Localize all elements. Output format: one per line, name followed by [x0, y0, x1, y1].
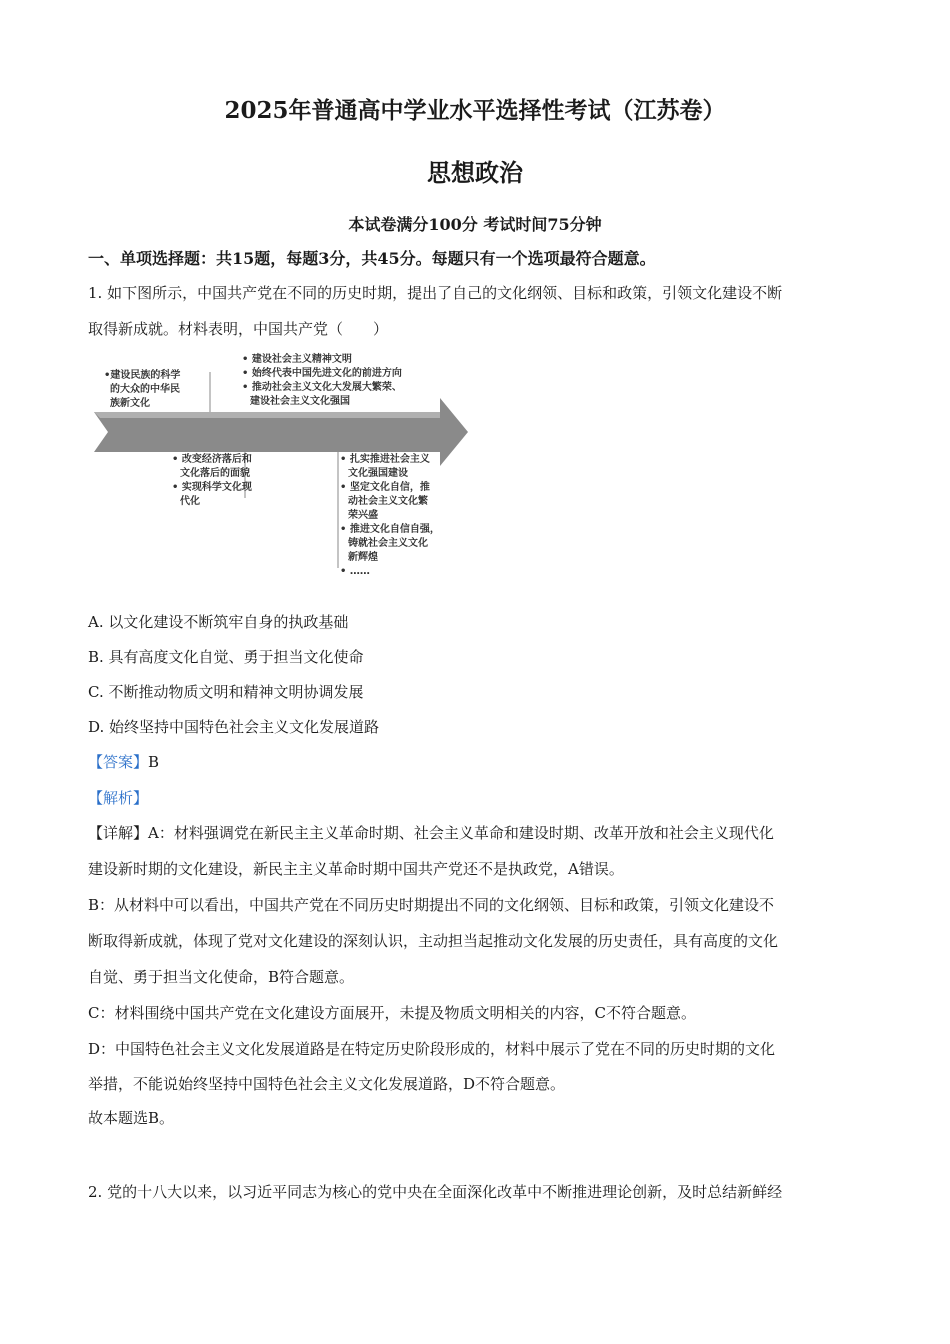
- fig-bl-4: 代化: [180, 496, 200, 507]
- detail-line-6: C：材料围绕中国共产党在文化建设方面展开，未提及物质文明相关的内容，C不符合题意。: [88, 1004, 696, 1022]
- fig-br-6: • 推进文化自信自强，: [340, 524, 440, 535]
- fig-tr-3: • 推动社会主义文化大发展大繁荣、: [242, 382, 402, 393]
- q1-option-a: A. 以文化建设不断筑牢自身的执政基础: [88, 613, 349, 631]
- fig-tl-1: •建设民族的科学: [104, 370, 181, 381]
- fig-br-4: 动社会主义文化繁: [348, 496, 428, 507]
- answer-value: B: [148, 753, 160, 771]
- fig-bl-2: 文化落后的面貌: [180, 468, 250, 479]
- fig-tl-2: 的大众的中华民: [110, 384, 180, 395]
- detail-line-4: 断取得新成就，体现了党对文化建设的深刻认识，主动担当起推动文化发展的历史责任，具有高度的文化: [88, 932, 779, 950]
- fig-tr-2: • 始终代表中国先进文化的前进方向: [242, 368, 402, 379]
- q1-answer: [88, 752, 159, 772]
- detail-line-1: 【详解】A：材料强调党在新民主主义革命时期、社会主义革命和建设时期、改革开放和社会主义现代化: [88, 824, 774, 842]
- detail-line-7: D：中国特色社会主义文化发展道路是在特定历史阶段形成的，材料中展示了党在不同的历史时期的文化: [88, 1040, 776, 1058]
- subject-title: 思想政治: [427, 158, 523, 187]
- fig-br-7: 铸就社会主义文化: [348, 538, 428, 549]
- exam-info: 本试卷满分100分 考试时间75分钟: [348, 215, 602, 234]
- answer-tag: 【答案】: [88, 753, 149, 771]
- fig-bl-1: • 改变经济落后和: [172, 454, 252, 465]
- q1-option-b: B. 具有高度文化自觉、勇于担当文化使命: [88, 648, 364, 666]
- detail-line-9: 故本题选B。: [88, 1109, 175, 1127]
- fig-br-2: 文化强国建设: [348, 468, 408, 479]
- q1-stem-line1: 1. 如下图所示，中国共产党在不同的历史时期，提出了自己的文化纲领、目标和政策，引领文化建设不断: [88, 284, 783, 302]
- fig-tr-1: • 建设社会主义精神文明: [242, 354, 352, 365]
- fig-bl-3: • 实现科学文化现: [172, 482, 252, 493]
- detail-line-3: B：从材料中可以看出，中国共产党在不同历史时期提出不同的文化纲领、目标和政策，引领文化建设不: [88, 896, 775, 914]
- detail-line-2: 建设新时期的文化建设，新民主主义革命时期中国共产党还不是执政党，A错误。: [88, 860, 624, 878]
- detail-line-8: 举措，不能说始终坚持中国特色社会主义文化发展道路，D不符合题意。: [88, 1075, 566, 1093]
- fig-br-5: 荣兴盛: [348, 510, 378, 521]
- analysis-tag: 【解析】: [88, 789, 149, 807]
- q1-option-d: D. 始终坚持中国特色社会主义文化发展道路: [88, 718, 380, 736]
- fig-br-9: • ……: [340, 566, 370, 577]
- q2-stem-line1: 2. 党的十八大以来，以习近平同志为核心的党中央在全面深化改革中不断推进理论创新，及时总结新鲜经: [88, 1183, 783, 1201]
- fig-br-3: • 坚定文化自信，推: [340, 482, 430, 493]
- fig-br-8: 新辉煌: [348, 552, 378, 563]
- q1-timeline-figure: [90, 348, 468, 580]
- fig-br-1: • 扎实推进社会主义: [340, 454, 430, 465]
- fig-tl-3: 族新文化: [110, 398, 150, 409]
- section-heading: 一、单项选择题：共15题，每题3分，共45分。每题只有一个选项最符合题意。: [88, 249, 656, 268]
- q1-option-c: C. 不断推动物质文明和精神文明协调发展: [88, 683, 364, 701]
- exam-title: 2025年普通高中学业水平选择性考试（江苏卷）: [224, 97, 726, 124]
- q1-stem-line2: 取得新成就。材料表明，中国共产党（ ）: [88, 320, 389, 338]
- fig-tr-4: 建设社会主义文化强国: [250, 396, 350, 407]
- detail-line-5: 自觉、勇于担当文化使命，B符合题意。: [88, 968, 355, 986]
